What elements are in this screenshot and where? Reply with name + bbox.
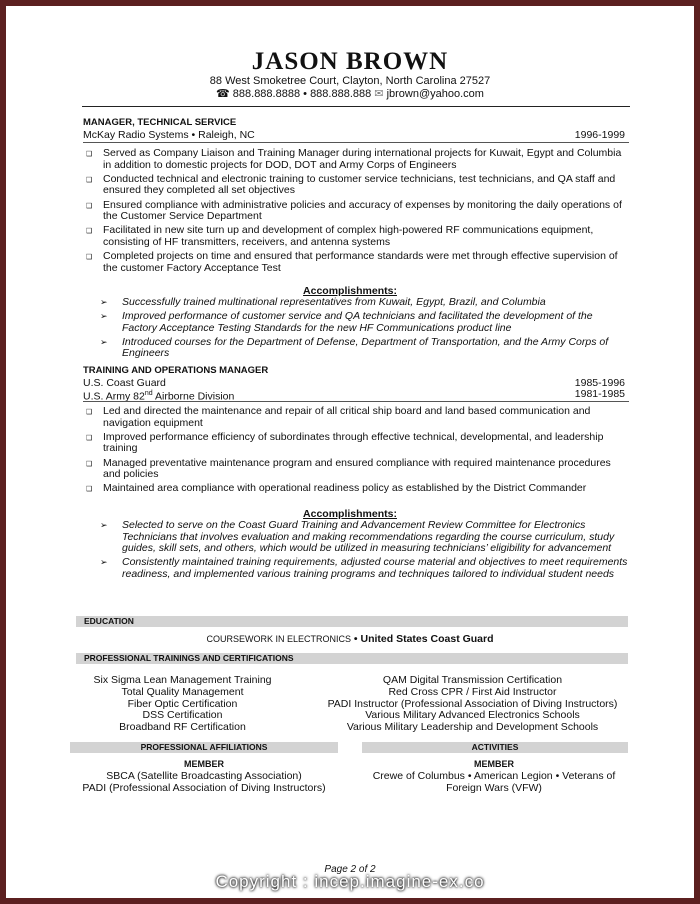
trainings-right-column [300,675,645,734]
list-item: ❑ Served as Company Liaison and Training Manager during international projects for Kuwait, Egypt and Columbia in addition to domestic projects for DOD, DOT and Army Corps of Engineers [86,147,622,171]
list-item: ➢ Consistently maintained training requirements, adjusted course material and objectives to meet requirements readiness, and implemented various training programs and techniques tailored to individual student needs [100,556,628,580]
activities-section-bar: ACTIVITIES [362,742,628,753]
accomplishments-heading: Accomplishments: [303,285,397,297]
member-label: MEMBER [474,759,514,769]
phone-secondary: 888.888.888 [310,88,372,100]
employer: U.S. Coast Guard [83,377,166,389]
accomplishments-heading: Accomplishments: [303,508,397,520]
list-item: DSS Certification [142,709,223,722]
square-bullet-icon: ❑ [86,409,93,416]
square-bullet-icon: ❑ [86,228,93,236]
school-name: United States Coast Guard [360,633,494,645]
list-item: QAM Digital Transmission Certification [382,674,563,686]
contact-line [0,87,700,100]
list-item: ❑ Ensured compliance with administrative policies and accuracy of expenses by monitoring the daily operations of the Customer Service Department [86,198,622,223]
coursework: COURSEWORK IN ELECTRONICS [206,634,351,644]
accomplishments-list [100,520,630,583]
arrow-bullet-icon: ➢ [100,311,108,322]
arrow-bullet-icon: ➢ [100,297,108,307]
square-bullet-icon: ❑ [86,151,93,158]
arrow-bullet-icon: ➢ [100,336,108,347]
square-bullet-icon: ❑ [86,254,93,262]
trainings-section-bar: PROFESSIONAL TRAININGS AND CERTIFICATIONS [76,653,628,664]
list-item: Six Sigma Lean Management Training [93,674,272,686]
bullet-separator: • [353,633,358,645]
duties-list [86,406,626,498]
list-item: ➢ Introduced courses for the Department of Defense, Department of Transportation, and the Army Corps of Engineers [100,335,609,360]
employment-dates-secondary: 1981-1985 [574,388,625,400]
list-item: PADI (Professional Association of Diving Instructors) [82,781,326,794]
mail-icon: ✉ [374,88,384,100]
job-title: TRAINING AND OPERATIONS MANAGER [83,365,269,376]
email-address: jbrown@yahoo.com [386,88,484,100]
list-item: ❑ Maintained area compliance with operational readiness policy as established by the District Commander [86,482,587,495]
address: 88 West Smoketree Court, Clayton, North Carolina 27527 [209,75,491,87]
square-bullet-icon: ❑ [86,486,93,494]
list-item: ❑ Improved performance efficiency of subordinates through effective technical, developmental, and leadership training [86,430,604,455]
list-item: Foreign Wars (VFW) [446,781,542,794]
list-item: ❑ Managed preventative maintenance program and ensured compliance with required maintenance procedures and policies [86,456,611,481]
trainings-left-column [70,675,295,734]
list-item: Various Military Advanced Electronics Schools [365,709,580,722]
list-item: ❑ Facilitated in new site turn up and development of complex high-powered RF communications equipment, consisting of HF transmitters, receivers, and antenna systems [86,224,594,248]
square-bullet-icon: ❑ [86,460,93,468]
header-divider [82,106,630,107]
list-item: PADI Instructor (Professional Association of Diving Instructors) [327,697,618,710]
list-item: Total Quality Management [121,685,244,698]
education-line [0,633,700,645]
list-item: ❑ Completed projects on time and ensured that performance standards were met through effective supervision of the customer Factory Acceptance Test [86,250,618,274]
employment-dates: 1985-1996 [574,377,625,389]
accomplishments-list [100,297,630,362]
list-item: Crewe of Columbus • American Legion • Veterans of [372,769,616,782]
phone-icon: ☎ [216,88,230,100]
list-item: ➢ Improved performance of customer service and QA technicians and facilitated the development of the Factory Acceptance Testing Standards for the new HF Communications product line [100,310,593,334]
square-bullet-icon: ❑ [86,176,93,184]
list-item: ❑ Led and directed the maintenance and repair of all critical ship board and land based communication and navigation equipment [86,405,591,429]
member-label: MEMBER [184,759,224,769]
list-item: Red Cross CPR / First Aid Instructor [388,685,557,698]
duties-list [86,148,626,277]
candidate-name: JASON BROWN [251,48,449,75]
employer: McKay Radio Systems • Raleigh, NC [83,129,255,141]
list-item: SBCA (Satellite Broadcasting Association) [106,769,302,782]
list-item: ❑ Conducted technical and electronic training to customer service technicians, test technicians, and QA staff and ensured they completed all set objectives [86,172,616,197]
list-item: ➢ Successfully trained multinational representatives from Kuwait, Egypt, Brazil, and Columbia [100,296,546,308]
employment-dates: 1996-1999 [574,129,625,141]
job-divider [83,142,629,143]
square-bullet-icon: ❑ [86,202,93,210]
job-divider [83,401,629,402]
list-item: Various Military Leadership and Development Schools [346,721,599,734]
bullet-separator: • [303,88,307,100]
list-item: Fiber Optic Certification [127,697,238,710]
education-section-bar: EDUCATION [76,616,628,627]
list-item: Broadband RF Certification [119,721,246,734]
job-title: MANAGER, TECHNICAL SERVICE [83,117,237,128]
activities-list [355,759,633,794]
phone-primary: 888.888.8888 [232,88,301,100]
square-bullet-icon: ❑ [86,434,93,442]
employer-secondary: U.S. Army 82nd Airborne Division [83,390,235,403]
copyright-watermark: Copyright : incep.imagine-ex.co [215,872,485,891]
list-item: ➢ Selected to serve on the Coast Guard Training and Advancement Review Committee for Electronics Technicians that involves evaluation and making recommendations regarding the course curriculum, study guides, skill sets, and others, which would be utilized in measuring technicians’ eligibility for advancement [100,519,615,555]
arrow-bullet-icon: ➢ [100,557,108,568]
affiliations-list [70,759,338,794]
page-number: Page 2 of 2 [324,864,376,875]
arrow-bullet-icon: ➢ [100,520,108,530]
affiliations-section-bar: PROFESSIONAL AFFILIATIONS [70,742,338,753]
